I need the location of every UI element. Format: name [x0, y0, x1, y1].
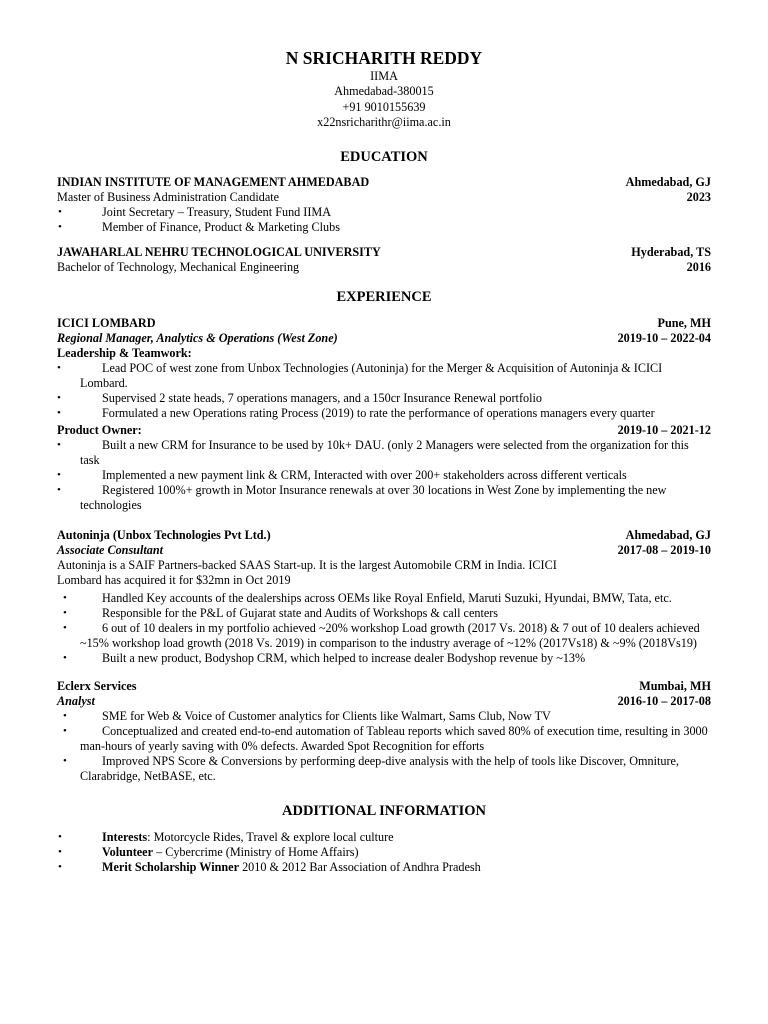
bullet-icon: • — [63, 606, 67, 619]
resume-page — [57, 47, 711, 875]
company-location: Pune, MH — [657, 315, 711, 330]
list-item: • Built a new CRM for Insurance to be used by 10k+ DAU. (only 2 Managers were selected from the organization for this task — [57, 437, 689, 467]
bullet-icon: • — [58, 830, 62, 843]
header-phone: +91 9010155639 — [342, 99, 426, 114]
institution-location: Hyderabad, TS — [631, 244, 711, 259]
list-item: • Interests: Motorcycle Rides, Travel & explore local culture — [58, 829, 394, 844]
product-owner-dates: 2019-10 – 2021-12 — [617, 422, 711, 437]
degree: Bachelor of Technology, Mechanical Engineering — [57, 259, 300, 274]
list-item: • Volunteer – Cybercrime (Ministry of Home Affairs) — [58, 844, 359, 859]
subheading-leadership: Leadership & Teamwork: — [57, 345, 192, 360]
list-item: • Built a new product, Bodyshop CRM, which helped to increase dealer Bodyshop revenue by ~13% — [63, 650, 586, 665]
list-item: • Merit Scholarship Winner 2010 & 2012 Bar Association of Andhra Pradesh — [58, 859, 481, 874]
bullet-icon: • — [63, 591, 67, 604]
company-name: Autoninja (Unbox Technologies Pvt Ltd.) — [57, 527, 271, 542]
bullet-icon: • — [58, 860, 62, 873]
scholarship-label: Merit Scholarship Winner — [102, 859, 240, 874]
bullet-icon: • — [57, 391, 61, 404]
experience-entry-eclerx — [57, 679, 711, 784]
experience-entry-icici — [57, 316, 711, 513]
list-item: • Improved NPS Score & Conversions by performing deep-dive analysis with the help of tools like Discover, Omniture, Clarabridge, NetBASE, etc. — [63, 753, 679, 783]
bullet-icon: • — [63, 709, 67, 722]
bullet-icon: • — [58, 845, 62, 858]
bullet-icon: • — [63, 621, 67, 634]
institution-name: INDIAN INSTITUTE OF MANAGEMENT AHMEDABAD — [57, 174, 370, 189]
bullet-icon: • — [63, 754, 67, 767]
bullet-icon: • — [63, 724, 67, 737]
bullet-icon: • — [57, 361, 61, 374]
education-entry-jntu — [57, 245, 711, 275]
volunteer-label: Volunteer — [102, 844, 154, 859]
list-item: • Registered 100%+ growth in Motor Insurance renewals at over 30 locations in West Zone by implementing the new technologies — [57, 482, 667, 512]
bullet-icon: • — [57, 483, 61, 496]
leadership-bullets — [57, 361, 711, 421]
additional-info-title: ADDITIONAL INFORMATION — [282, 802, 486, 819]
job-dates: 2019-10 – 2022-04 — [617, 330, 711, 345]
job-role: Regional Manager, Analytics & Operations (West Zone) — [57, 330, 338, 345]
product-owner-bullets — [57, 438, 711, 513]
education-bullets — [57, 205, 711, 235]
eclerx-bullets — [57, 709, 711, 784]
job-dates: 2017-08 – 2019-10 — [617, 542, 711, 557]
list-item: • Handled Key accounts of the dealerships across OEMs like Royal Enfield, Maruti Suzuki, Hyundai, BMW, Tata, etc. — [63, 590, 672, 605]
bullet-icon: • — [57, 438, 61, 451]
list-item: • Member of Finance, Product & Marketing Clubs — [58, 219, 340, 234]
bullet-icon: • — [58, 220, 62, 233]
list-item: • Supervised 2 state heads, 7 operations managers, and a 150cr Insurance Renewal portfolio — [57, 390, 542, 405]
bullet-icon: • — [57, 468, 61, 481]
list-item: • Joint Secretary – Treasury, Student Fund IIMA — [58, 204, 332, 219]
list-item: • 6 out of 10 dealers in my portfolio achieved ~20% workshop Load growth (2017 Vs. 2018) & 7 out of 10 dealers achieved ~15% workshop load growth (2018 Vs. 2019) in comparison to the industry average of ~12% (2017Vs18) & ~9% (2018Vs19) — [63, 620, 700, 650]
company-location: Ahmedabad, GJ — [625, 527, 711, 542]
list-item: • Lead POC of west zone from Unbox Technologies (Autoninja) for the Merger & Acquisition of Autoninja & ICICI Lombard. — [57, 360, 663, 390]
bullet-icon: • — [58, 205, 62, 218]
list-item: • Implemented a new payment link & CRM, Interacted with over 200+ stakeholders across different verticals — [57, 467, 627, 482]
company-description: Autoninja is a SAIF Partners-backed SAAS Start-up. It is the largest Automobile CRM in India. ICICI Lombard has acquired it for $32mn in Oct 2019 — [57, 557, 557, 587]
education-title: EDUCATION — [340, 148, 428, 165]
company-name: Eclerx Services — [57, 678, 137, 693]
job-role: Associate Consultant — [57, 542, 163, 557]
autoninja-bullets — [57, 591, 711, 666]
company-name: ICICI LOMBARD — [57, 315, 156, 330]
experience-title: EXPERIENCE — [336, 288, 432, 305]
institution-location: Ahmedabad, GJ — [625, 174, 711, 189]
header-institute: IIMA — [370, 69, 398, 83]
interests-label: Interests — [102, 829, 148, 844]
candidate-name: N SRICHARITH REDDY — [285, 48, 483, 68]
bullet-icon: • — [63, 651, 67, 664]
bullet-icon: • — [57, 406, 61, 419]
list-item: • Conceptualized and created end-to-end automation of Tableau reports which saved 80% of execution time, resulting in 3000 man-hours of yearly saving with 0% defects. Awarded Spot Recognition for efforts — [63, 723, 708, 753]
list-item: • Responsible for the P&L of Gujarat state and Audits of Workshops & call centers — [63, 605, 499, 620]
company-location: Mumbai, MH — [639, 678, 711, 693]
experience-entry-autoninja — [57, 528, 711, 666]
job-role: Analyst — [57, 693, 95, 708]
resume-header — [57, 47, 711, 131]
header-city: Ahmedabad-380015 — [334, 84, 434, 99]
institution-name: JAWAHARLAL NEHRU TECHNOLOGICAL UNIVERSITY — [57, 244, 381, 259]
additional-info-list — [57, 830, 711, 875]
graduation-year: 2023 — [686, 189, 711, 204]
header-email[interactable]: x22nsricharithr@iima.ac.in — [317, 115, 451, 130]
subheading-product-owner: Product Owner: — [57, 422, 142, 437]
graduation-year: 2016 — [686, 259, 711, 274]
education-entry-iima — [57, 175, 711, 235]
degree: Master of Business Administration Candidate — [57, 189, 280, 204]
list-item: • Formulated a new Operations rating Process (2019) to rate the performance of operations managers every quarter — [57, 405, 655, 420]
list-item: • SME for Web & Voice of Customer analytics for Clients like Walmart, Sams Club, Now TV — [63, 708, 551, 723]
job-dates: 2016-10 – 2017-08 — [617, 693, 711, 708]
